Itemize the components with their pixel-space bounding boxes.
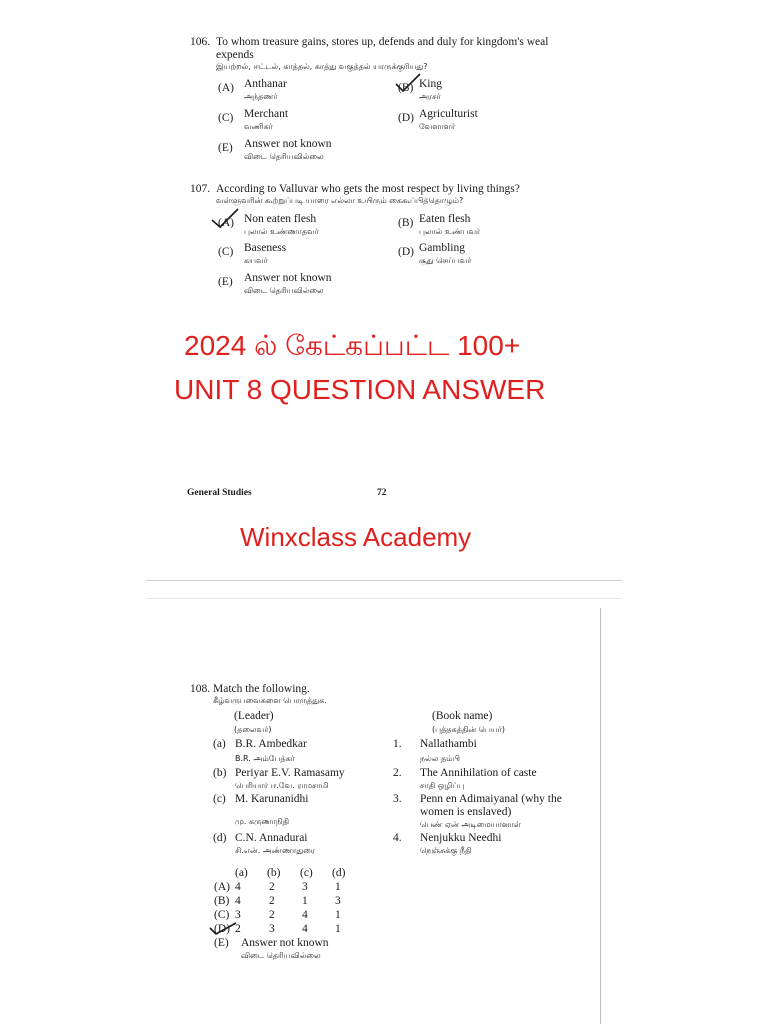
book-3 bbox=[393, 793, 562, 829]
grid-cell: 3 bbox=[302, 881, 308, 893]
leader-ta: மு. கருணாநிதி bbox=[235, 817, 290, 826]
grid-cell: 1 bbox=[335, 909, 341, 921]
grid-head-d: (d) bbox=[332, 867, 346, 879]
leader-letter: (c) bbox=[213, 793, 226, 805]
grid-cell: 1 bbox=[335, 923, 341, 935]
grid-cell: 4 bbox=[235, 895, 241, 907]
option-ta: விடை தெரியவில்லை bbox=[241, 951, 321, 960]
q108-text bbox=[213, 683, 327, 706]
q106-option-a bbox=[218, 78, 287, 101]
grid-cell: 4 bbox=[235, 881, 241, 893]
grid-cell: 2 bbox=[269, 895, 275, 907]
grid-cell: 4 bbox=[302, 923, 308, 935]
leader-ta: பெரியார் ஈ.வே. ராமசாமி bbox=[235, 781, 329, 790]
book-ta: பெண் ஏன் அடிமையானாள் bbox=[420, 820, 521, 829]
option-letter: (C) bbox=[218, 246, 234, 258]
option-en: Non eaten flesh bbox=[244, 213, 317, 225]
option-letter: (E) bbox=[218, 142, 233, 154]
leader-heading bbox=[234, 710, 274, 735]
option-letter: (B) bbox=[398, 82, 414, 94]
book-en-2: women is enslaved) bbox=[420, 806, 512, 818]
grid-row-label: (C) bbox=[214, 909, 230, 921]
q108-number: 108. bbox=[190, 683, 211, 695]
option-ta: அரசர் bbox=[419, 92, 441, 101]
option-en: Merchant bbox=[244, 108, 289, 120]
q106-text-ta: இயற்றல், ஈட்டல், காத்தல், காத்து வகுத்தல் யாருக்குரியது? bbox=[216, 62, 428, 71]
leader-a bbox=[213, 738, 307, 763]
option-ta: வணிகர் bbox=[244, 122, 273, 131]
option-ta: விடை தெரியவில்லை bbox=[244, 152, 324, 161]
book-number: 3. bbox=[393, 793, 402, 805]
option-letter: (E) bbox=[214, 937, 229, 949]
page-edge-right bbox=[600, 608, 601, 1024]
option-letter: (A) bbox=[218, 82, 234, 94]
leader-d bbox=[213, 832, 315, 855]
option-ta: சூது செய்பவர் bbox=[419, 256, 472, 265]
q107-option-c bbox=[218, 242, 287, 265]
leader-heading-en: (Leader) bbox=[234, 710, 274, 722]
option-en: King bbox=[419, 78, 442, 90]
q107-option-e bbox=[218, 272, 332, 295]
book-heading-ta: (புத்தகத்தின் பெயர்) bbox=[432, 725, 506, 734]
book-ta: சாதி ஒழிப்பு bbox=[420, 781, 465, 790]
footer-section-label: General Studies bbox=[187, 488, 252, 498]
q107-number: 107. bbox=[190, 183, 211, 195]
leader-en: M. Karunanidhi bbox=[235, 793, 309, 805]
grid-cell: 3 bbox=[335, 895, 341, 907]
grid-cell: 1 bbox=[335, 881, 341, 893]
leader-ta: சி.என். அண்ணாதுரை bbox=[235, 846, 315, 855]
book-en: Nenjukku Needhi bbox=[420, 832, 502, 844]
option-en: Baseness bbox=[244, 242, 287, 254]
option-en: Answer not known bbox=[244, 272, 332, 284]
option-letter: (E) bbox=[218, 276, 233, 288]
q108-text-en: Match the following. bbox=[213, 683, 310, 695]
page-edge-inner bbox=[146, 598, 622, 599]
option-letter: (C) bbox=[218, 112, 234, 124]
academy-name: Winxclass Academy bbox=[240, 522, 472, 552]
option-ta: வேளாளர் bbox=[419, 122, 456, 131]
q107-option-d bbox=[398, 242, 472, 265]
option-ta: புலால் உண்ணாதவர் bbox=[244, 227, 319, 236]
book-heading-en: (Book name) bbox=[432, 710, 493, 722]
leader-en: B.R. Ambedkar bbox=[235, 738, 307, 750]
grid-cell: 2 bbox=[269, 909, 275, 921]
book-en: Penn en Adimaiyanal (why the bbox=[420, 793, 562, 805]
option-en: Answer not known bbox=[244, 138, 332, 150]
option-letter: (D) bbox=[398, 246, 414, 258]
leader-heading-ta: (தலைவர்) bbox=[234, 725, 272, 734]
q107-option-b bbox=[398, 213, 481, 236]
book-ta: நல்ல தம்பி bbox=[420, 754, 460, 763]
option-en: Agriculturist bbox=[419, 108, 478, 120]
leader-ta: B.R. அம்பேத்கர் bbox=[235, 754, 295, 763]
q106-text-en-2: expends bbox=[216, 49, 254, 61]
q108-text-ta: கீழ்வருபவைகளை பொருத்துக. bbox=[213, 696, 327, 705]
leader-en: Periyar E.V. Ramasamy bbox=[235, 767, 345, 779]
option-ta: கயவர் bbox=[244, 256, 268, 265]
grid-row-label: (D) bbox=[214, 923, 230, 935]
tick-mark-icon bbox=[394, 72, 422, 94]
q107-text-ta: வள்ளுவரின் கூற்றுப்படி யாரை எல்லா உயிரும் கைகூப்பித்தொழும்? bbox=[216, 196, 464, 205]
banner-line-2: UNIT 8 QUESTION ANSWER bbox=[174, 374, 546, 405]
grid-head-a: (a) bbox=[235, 867, 248, 879]
grid-row-label: (B) bbox=[214, 895, 230, 907]
q106-number: 106. bbox=[190, 36, 211, 48]
option-en: Gambling bbox=[419, 242, 465, 254]
book-number: 1. bbox=[393, 738, 402, 750]
q107-text bbox=[216, 183, 606, 206]
q108-option-e bbox=[214, 937, 329, 960]
leader-letter: (d) bbox=[213, 832, 227, 844]
leader-c bbox=[213, 793, 309, 826]
option-ta: புலால் உண்பவர் bbox=[419, 227, 481, 236]
grid-row-b bbox=[214, 895, 341, 908]
book-2 bbox=[393, 767, 537, 790]
q107-option-a bbox=[218, 213, 319, 236]
footer-page-number: 72 bbox=[377, 488, 387, 498]
leader-b bbox=[213, 767, 345, 790]
q106-text-en-1: To whom treasure gains, stores up, defends and duly for kingdom's weal bbox=[216, 36, 549, 48]
option-ta: அந்தணர் bbox=[244, 92, 278, 101]
q106-text bbox=[216, 36, 606, 72]
book-number: 2. bbox=[393, 767, 402, 779]
grid-row-label: (A) bbox=[214, 881, 230, 893]
option-ta: விடை தெரியவில்லை bbox=[244, 286, 324, 295]
leader-en: C.N. Annadurai bbox=[235, 832, 308, 844]
q107-text-en: According to Valluvar who gets the most respect by living things? bbox=[216, 183, 520, 195]
book-4 bbox=[393, 832, 502, 855]
book-ta: நெஞ்சுக்கு நீதி bbox=[420, 846, 472, 855]
grid-head-b: (b) bbox=[267, 867, 281, 879]
grid-cell: 3 bbox=[235, 909, 241, 921]
option-en: Eaten flesh bbox=[419, 213, 471, 225]
grid-cell: 4 bbox=[302, 909, 308, 921]
option-en: Anthanar bbox=[244, 78, 287, 90]
q106-option-d bbox=[398, 108, 478, 131]
grid-cell: 1 bbox=[302, 895, 308, 907]
grid-cell: 3 bbox=[269, 923, 275, 935]
book-en: Nallathambi bbox=[420, 738, 477, 750]
option-en: Answer not known bbox=[241, 937, 329, 949]
page-edge-top bbox=[146, 580, 622, 581]
grid-head-c: (c) bbox=[300, 867, 313, 879]
leader-letter: (b) bbox=[213, 767, 227, 779]
option-letter: (D) bbox=[398, 112, 414, 124]
option-letter: (A) bbox=[218, 217, 234, 229]
leader-letter: (a) bbox=[213, 738, 226, 750]
book-number: 4. bbox=[393, 832, 402, 844]
book-heading bbox=[432, 710, 505, 735]
tick-mark-icon bbox=[208, 920, 238, 938]
banner-line-1: 2024 ல் கேட்கப்பட்ட 100+ bbox=[184, 330, 521, 361]
book-1 bbox=[393, 738, 477, 763]
book-en: The Annihilation of caste bbox=[420, 767, 537, 779]
grid-row-a bbox=[214, 881, 341, 894]
q106-option-c bbox=[218, 108, 289, 131]
grid-cell: 2 bbox=[235, 923, 241, 935]
option-letter: (B) bbox=[398, 217, 414, 229]
grid-cell: 2 bbox=[269, 881, 275, 893]
q106-option-e bbox=[218, 138, 332, 161]
